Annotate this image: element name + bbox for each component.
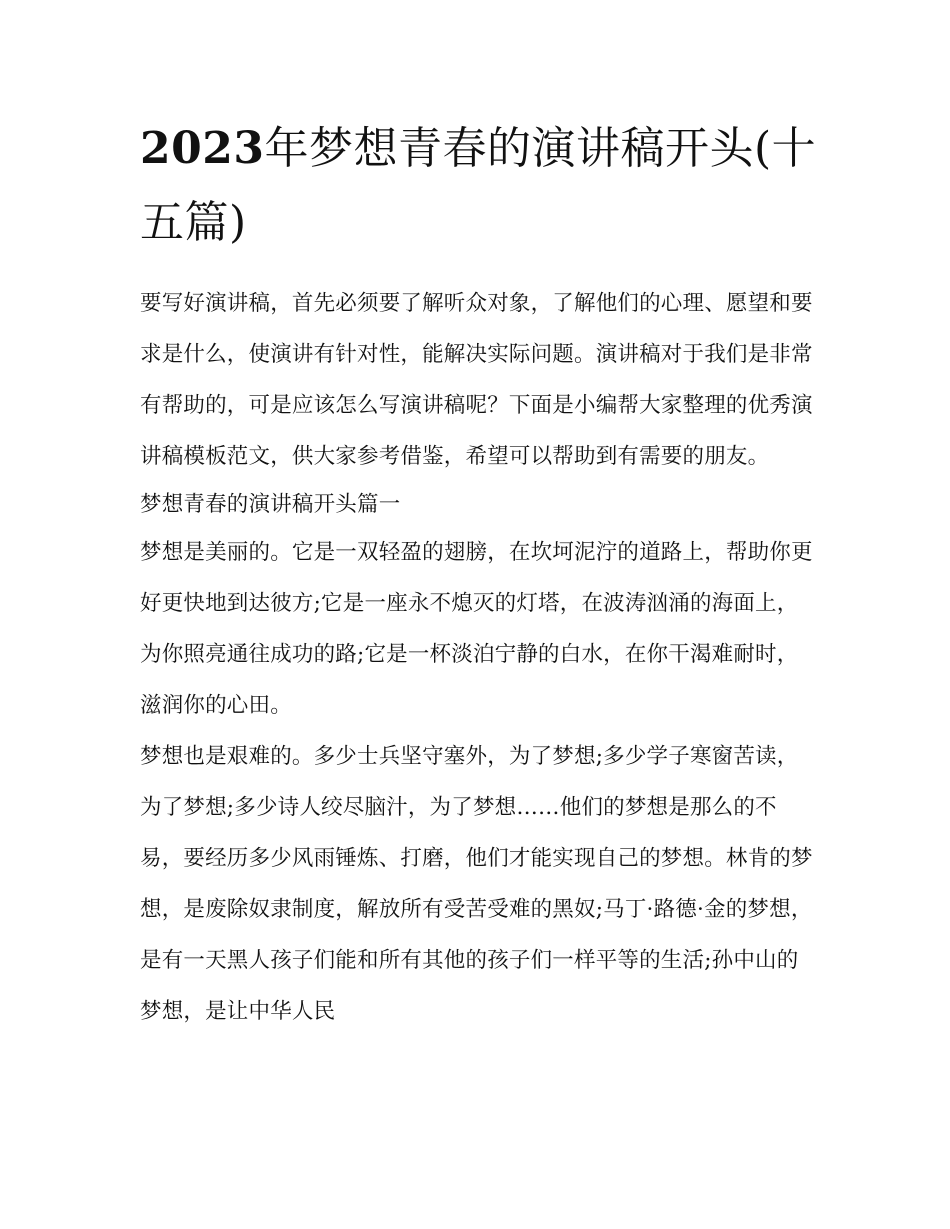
intro-paragraph: 要写好演讲稿，首先必须要了解听众对象，了解他们的心理、愿望和要求是什么，使演讲有针对性，能解决实际问题。演讲稿对于我们是非常有帮助的，可是应该怎么写演讲稿呢？下面是小编帮大家整理的优秀演讲稿模板范文，供大家参考借鉴，希望可以帮助到有需要的朋友。 bbox=[140, 291, 813, 469]
document-body bbox=[140, 278, 820, 1037]
body-paragraph: 梦想也是艰难的。多少士兵坚守塞外，为了梦想;多少学子寒窗苦读，为了梦想;多少诗人绞尽脑汁，为了梦想……他们的梦想是那么的不易，要经历多少风雨锤炼、打磨，他们才能实现自己的梦想。林肯的梦想，是废除奴隶制度，解放所有受苦受难的黑奴;马丁·路德·金的梦想，是有一天黑人孩子们能和所有其他的孩子们一样平等的生活;孙中山的梦想，是让中华人民 bbox=[140, 744, 813, 1024]
title-year: 2023 bbox=[140, 123, 265, 174]
body-paragraph: 梦想是美丽的。它是一双轻盈的翅膀，在坎坷泥泞的道路上，帮助你更好更快地到达彼方;它是一座永不熄灭的灯塔，在波涛汹涌的海面上，为你照亮通往成功的路;它是一杯淡泊宁静的白水，在你干渴难耐时，滋润你的心田。 bbox=[140, 540, 813, 718]
title-text: 年梦想青春的演讲稿开头(十五篇) bbox=[140, 123, 817, 248]
section-heading: 梦想青春的演讲稿开头篇一 bbox=[140, 492, 401, 517]
document-title bbox=[140, 112, 820, 260]
